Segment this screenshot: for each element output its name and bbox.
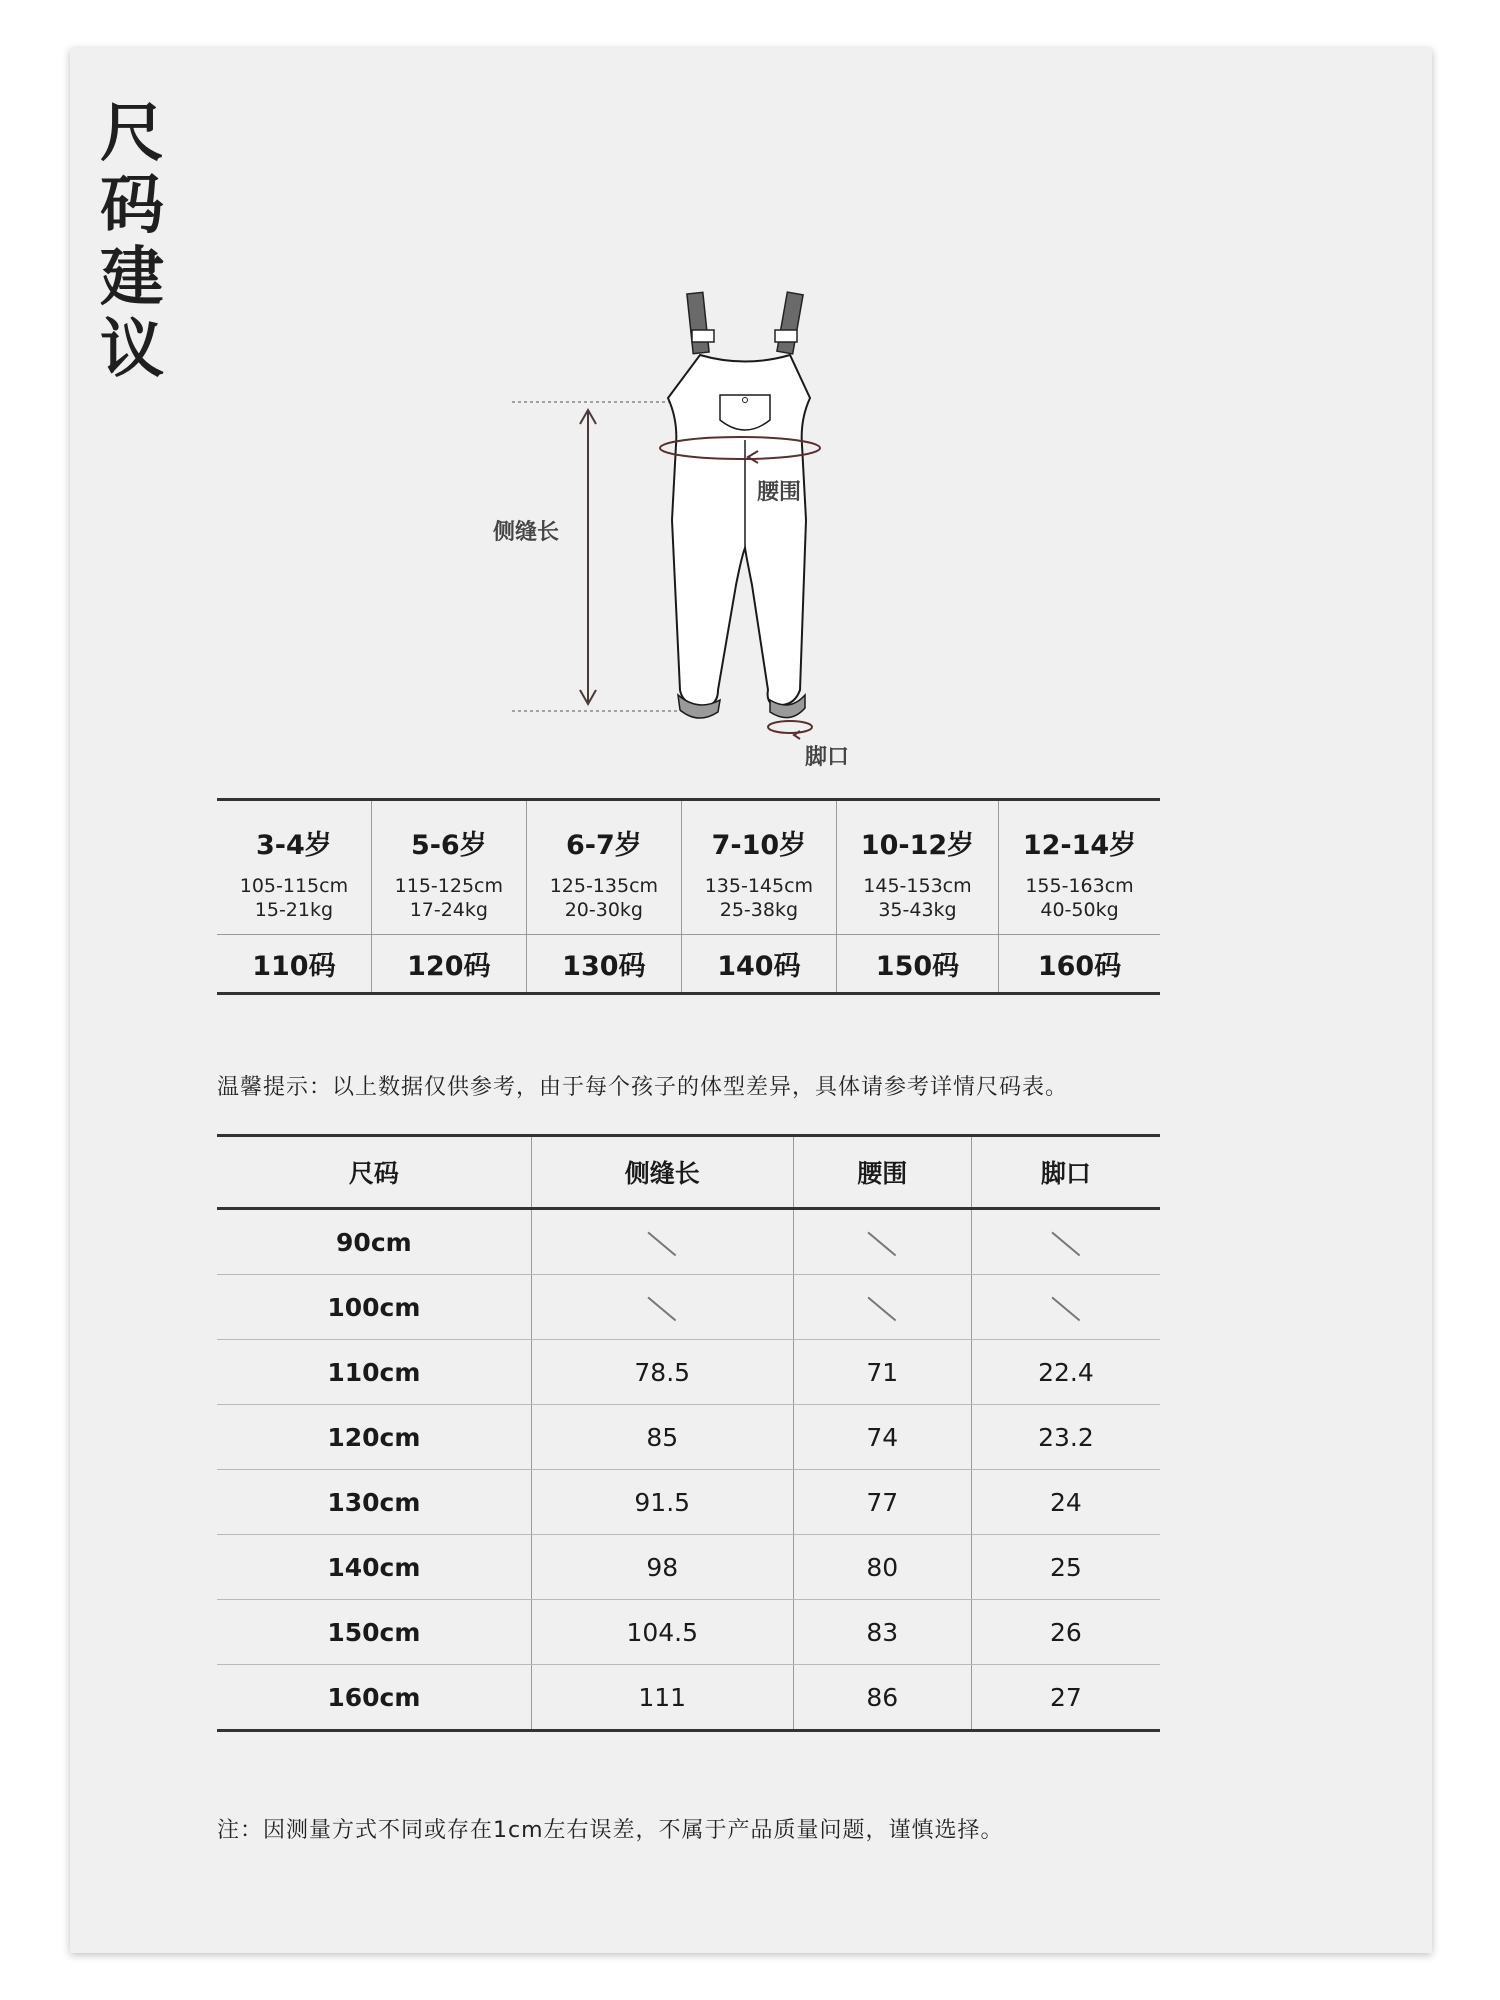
size-cell: 90cm [217,1209,531,1275]
slash-mark [868,1296,897,1320]
table-row [217,1665,1160,1731]
value-cell: 24 [971,1470,1160,1535]
page-title: 尺 码 建 议 [100,97,164,387]
empty-cell [971,1275,1160,1340]
size-cell: 110cm [217,1340,531,1405]
size-code-cell: 140码 [681,935,836,994]
slash-mark [1052,1231,1081,1255]
age-cell: 7-10岁 135-145cm 25-38kg [681,800,836,935]
slash-mark [648,1296,677,1320]
age-cell: 12-14岁 155-163cm 40-50kg [999,800,1160,935]
header-side-length: 侧缝长 [531,1136,793,1209]
size-code-cell: 110码 [217,935,371,994]
empty-cell [531,1209,793,1275]
size-code-cell: 120码 [371,935,526,994]
value-cell: 80 [793,1535,971,1600]
value-cell: 26 [971,1600,1160,1665]
value-cell: 78.5 [531,1340,793,1405]
footnote-text: 注：因测量方式不同或存在1cm左右误差，不属于产品质量问题，谨慎选择。 [217,1818,1004,1843]
table-row [217,1535,1160,1600]
size-cell: 160cm [217,1665,531,1731]
waist-label: 腰围 [757,480,802,505]
header-size: 尺码 [217,1136,531,1209]
table-row [217,1470,1160,1535]
tip-text: 温馨提示：以上数据仅供参考，由于每个孩子的体型差异，具体请参考详情尺码表。 [217,1075,1069,1100]
header-hem: 脚口 [971,1136,1160,1209]
value-cell: 86 [793,1665,971,1731]
value-cell: 85 [531,1405,793,1470]
hem-label: 脚口 [805,745,850,770]
measurement-table [217,1134,1160,1732]
age-cell: 3-4岁 105-115cm 15-21kg [217,800,371,935]
value-cell: 91.5 [531,1470,793,1535]
table-row [217,1275,1160,1340]
slash-mark [648,1231,677,1255]
table-row [217,1405,1160,1470]
age-cell: 6-7岁 125-135cm 20-30kg [526,800,681,935]
size-cell: 130cm [217,1470,531,1535]
value-cell: 104.5 [531,1600,793,1665]
value-cell: 77 [793,1470,971,1535]
size-cell: 120cm [217,1405,531,1470]
slash-mark [1052,1296,1081,1320]
empty-cell [793,1209,971,1275]
size-cell: 140cm [217,1535,531,1600]
size-code-cell: 150码 [836,935,998,994]
size-cell: 150cm [217,1600,531,1665]
table-row [217,1209,1160,1275]
empty-cell [531,1275,793,1340]
value-cell: 111 [531,1665,793,1731]
value-cell: 71 [793,1340,971,1405]
table-row [217,1340,1160,1405]
value-cell: 98 [531,1535,793,1600]
empty-cell [793,1275,971,1340]
age-cell: 10-12岁 145-153cm 35-43kg [836,800,998,935]
header-waist: 腰围 [793,1136,971,1209]
value-cell: 83 [793,1600,971,1665]
size-code-cell: 130码 [526,935,681,994]
slash-mark [868,1231,897,1255]
value-cell: 74 [793,1405,971,1470]
empty-cell [971,1209,1160,1275]
age-size-table [217,798,1160,995]
age-cell: 5-6岁 115-125cm 17-24kg [371,800,526,935]
value-cell: 27 [971,1665,1160,1731]
size-cell: 100cm [217,1275,531,1340]
table-row [217,1600,1160,1665]
size-code-cell: 160码 [999,935,1160,994]
overalls-diagram [400,230,880,790]
value-cell: 23.2 [971,1405,1160,1470]
value-cell: 25 [971,1535,1160,1600]
side-length-label: 侧缝长 [493,520,560,545]
value-cell: 22.4 [971,1340,1160,1405]
